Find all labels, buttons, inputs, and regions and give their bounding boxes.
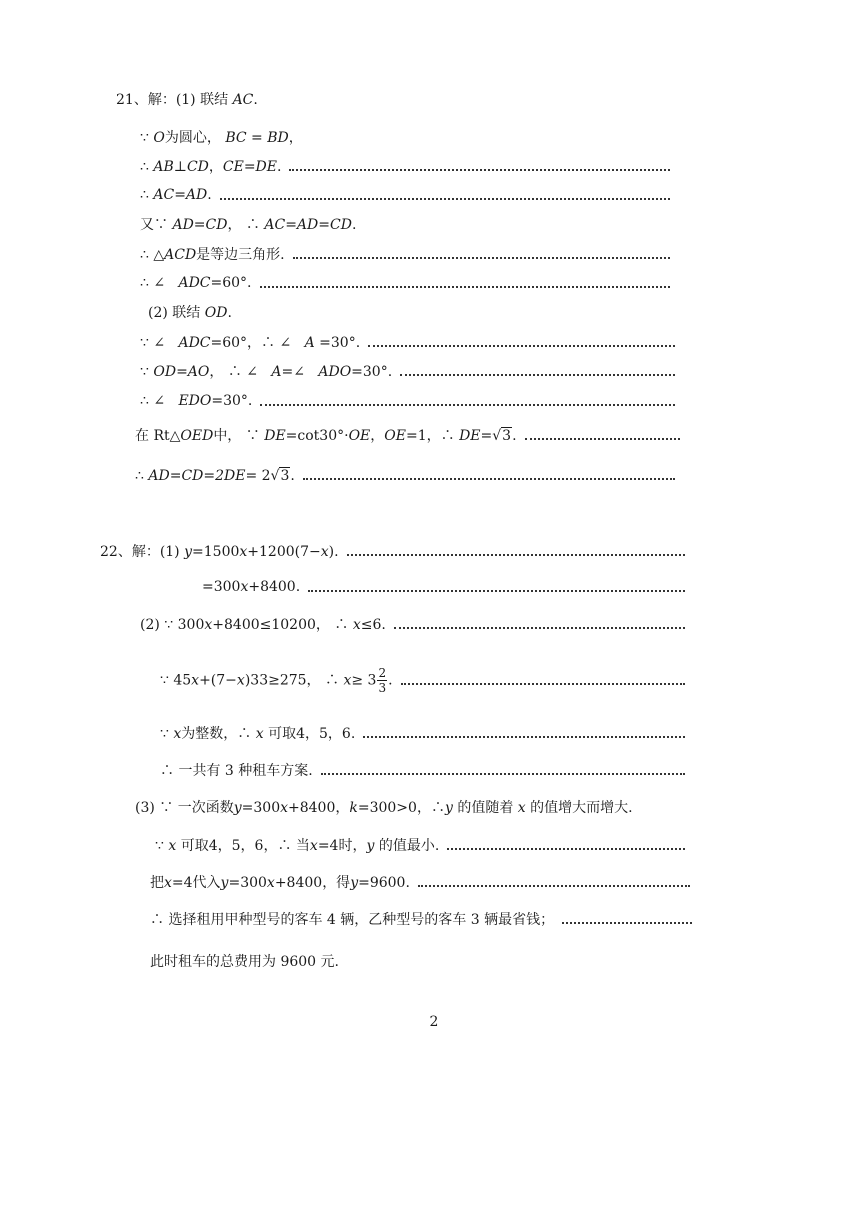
q21-line-8: ∵ OD=AO， ∴ ∠ A=∠ ADO=30°.: [140, 358, 675, 384]
q21-line-10: 在 Rt△OED中， ∵ DE=cot30°·OE，OE=1，∴ DE=√3.: [135, 422, 680, 448]
q21-header: 21、解：(1) 联结 AC.: [116, 92, 258, 108]
leader-dots: [394, 627, 685, 629]
q21-line-7: ∵ ∠ ADC=60°，∴ ∠ A =30°.: [140, 329, 675, 355]
leader-dots: [308, 590, 685, 592]
q22-part-2-line-3: ∵ x为整数，∴ x 可取4，5，6.: [160, 720, 685, 746]
q22-part-3-line-5: 此时租车的总费用为 9600 元.: [150, 954, 339, 970]
q21-line-4: 又∵ AD=CD， ∴ AC=AD=CD.: [140, 217, 357, 233]
leader-dots: [321, 773, 685, 775]
q22-part-3-line-1: (3) ∵ 一次函数y=300x+8400，k=300>0，∴y 的值随着 x 的值增大而增大.: [135, 800, 633, 816]
leader-dots: [363, 736, 685, 738]
q21-line-2: ∴ AB⊥CD，CE=DE.: [140, 153, 670, 179]
leader-dots: [347, 554, 685, 556]
leader-dots: [418, 885, 690, 887]
q22-part-3-line-3: 把x=4代入y=300x+8400，得y=9600.: [150, 869, 690, 895]
q22-part-3-line-2: ∵ x 可取4，5，6，∴ 当x=4时，y 的值最小.: [155, 832, 685, 858]
leader-dots: [260, 286, 671, 288]
q22-part-3-line-4: ∴ 选择租用甲种型号的客车 4 辆，乙种型号的客车 3 辆最省钱；: [150, 906, 692, 932]
q22-header: 22、解：(1) y=1500x+1200(7−x).: [100, 538, 685, 564]
leader-dots: [368, 345, 675, 347]
q21-line-1: ∵ O为圆心， BC = BD，: [140, 130, 303, 146]
leader-dots: [401, 683, 685, 685]
q22-part-2-line-4: ∴ 一共有 3 种租车方案.: [160, 757, 685, 783]
leader-dots: [447, 848, 685, 850]
fraction: $\frac{2}{3}$: [378, 665, 387, 695]
q21-line-5: ∴ △ACD是等边三角形.: [140, 241, 670, 267]
leader-dots: [562, 922, 692, 924]
q21-line-6: ∴ ∠ ADC=60°.: [140, 270, 670, 296]
leader-dots: [220, 198, 670, 200]
leader-dots: [293, 257, 670, 259]
q21-part-2-header: (2) 联结 OD.: [148, 305, 232, 321]
q22-part-2-line-1: (2) ∵ 300x+8400≤10200， ∴ x≤6.: [140, 611, 685, 637]
leader-dots: [525, 438, 680, 440]
leader-dots: [289, 169, 670, 171]
page-number: 2: [429, 1014, 439, 1030]
q22-part-2-line-2: ∵ 45x+(7−x)33≥275， ∴ x≥ 3 $\frac{2}{3}$ .: [160, 664, 685, 696]
q21-line-11: ∴ AD=CD=2DE= 2√3.: [135, 462, 675, 488]
leader-dots: [303, 478, 675, 480]
q21-line-3: ∴ AC=AD.: [140, 182, 670, 208]
leader-dots: [260, 404, 675, 406]
q21-line-9: ∴ ∠ EDO=30°.: [140, 388, 675, 414]
leader-dots: [400, 374, 675, 376]
q22-line-1b: =300x+8400.: [202, 574, 685, 600]
